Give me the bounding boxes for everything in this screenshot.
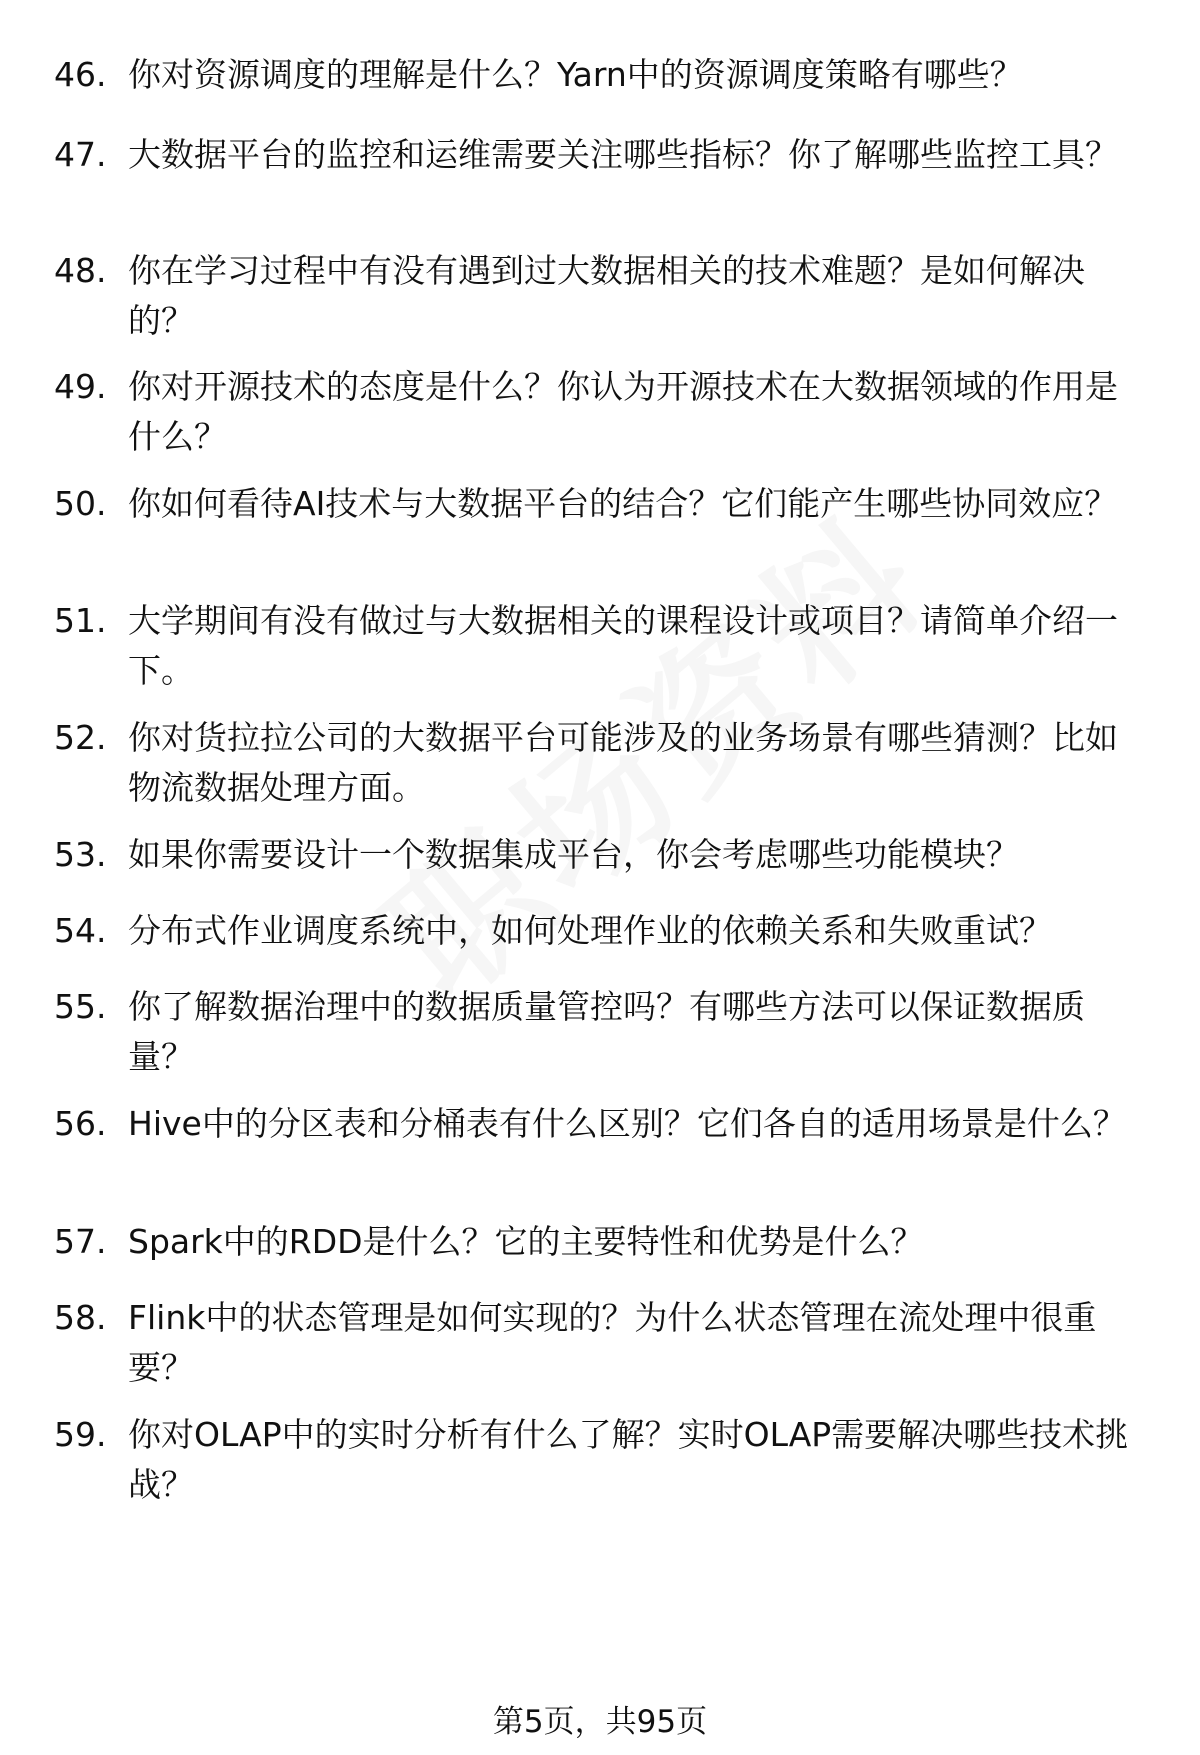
question-number: 59. [54, 1415, 107, 1454]
question-text: 大数据平台的监控和运维需要关注哪些指标？你了解哪些监控工具？ [128, 135, 1118, 174]
question-number: 58. [54, 1298, 107, 1337]
question-number: 46. [54, 55, 107, 94]
question-text: Hive中的分区表和分桶表有什么区别？它们各自的适用场景是什么？ [128, 1104, 1126, 1143]
question-number: 53. [54, 835, 107, 874]
question-text: 你对货拉拉公司的大数据平台可能涉及的业务场景有哪些猜测？比如物流数据处理方面。 [128, 718, 1118, 807]
question-text: 如果你需要设计一个数据集成平台，你会考虑哪些功能模块？ [128, 835, 1019, 874]
question-number: 50. [54, 484, 107, 523]
question-text: 你对开源技术的态度是什么？你认为开源技术在大数据领域的作用是什么？ [128, 367, 1118, 456]
question-number: 56. [54, 1104, 107, 1143]
question-text: 分布式作业调度系统中，如何处理作业的依赖关系和失败重试？ [128, 911, 1052, 950]
question-number: 47. [54, 135, 107, 174]
question-text: 你了解数据治理中的数据质量管控吗？有哪些方法可以保证数据质量？ [128, 987, 1085, 1076]
question-number: 54. [54, 911, 107, 950]
question-number: 55. [54, 987, 107, 1026]
question-text: 你如何看待AI技术与大数据平台的结合？它们能产生哪些协同效应？ [128, 484, 1118, 523]
question-text: 大学期间有没有做过与大数据相关的课程设计或项目？请简单介绍一下。 [128, 601, 1118, 690]
question-text: 你对OLAP中的实时分析有什么了解？实时OLAP需要解决哪些技术挑战？ [128, 1415, 1129, 1504]
question-text: Flink中的状态管理是如何实现的？为什么状态管理在流处理中很重要？ [128, 1298, 1097, 1387]
question-number: 57. [54, 1222, 107, 1261]
question-number: 49. [54, 367, 107, 406]
question-number: 48. [54, 251, 107, 290]
page-number: 第5页，共95页 [492, 1704, 708, 1740]
question-text: Spark中的RDD是什么？它的主要特性和优势是什么？ [128, 1222, 924, 1261]
question-text: 你对资源调度的理解是什么？Yarn中的资源调度策略有哪些？ [128, 55, 1023, 94]
question-number: 52. [54, 718, 107, 757]
question-text: 你在学习过程中有没有遇到过大数据相关的技术难题？是如何解决的？ [128, 251, 1085, 340]
question-number: 51. [54, 601, 107, 640]
